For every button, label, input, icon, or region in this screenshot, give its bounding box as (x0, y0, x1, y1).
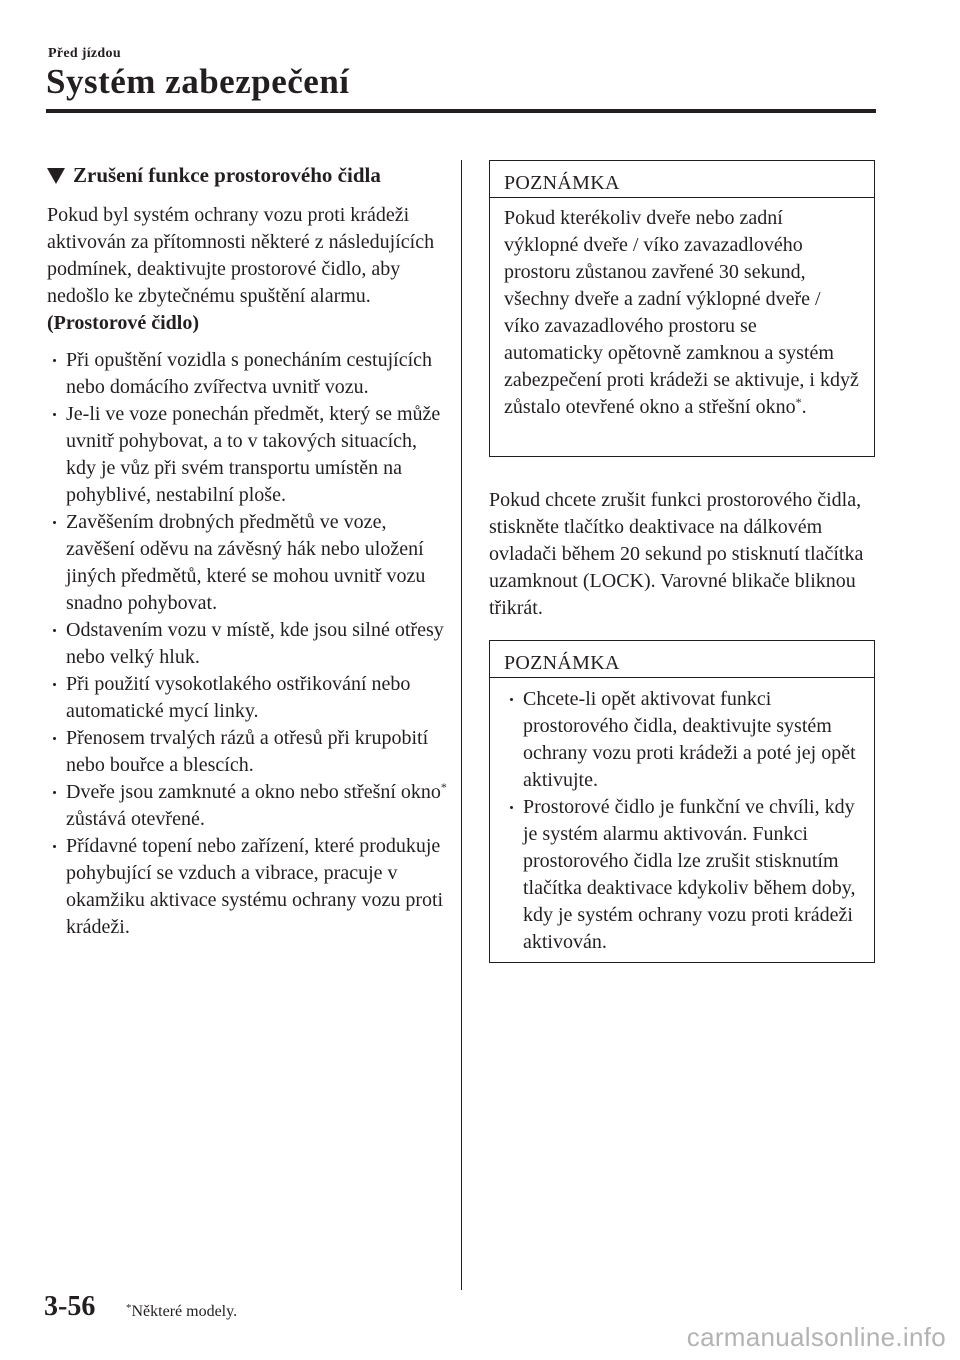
list-item-text: Přenosem trvalých rázů a otřesů při krupobití nebo bouřce a blescích. (66, 727, 429, 776)
page-number: 3-56 (44, 1291, 96, 1322)
note-body (490, 678, 874, 965)
list-item (504, 794, 860, 956)
list-item (47, 671, 447, 725)
list-item-text: Odstavením vozu v místě, kde jsou silné otřesy nebo velký hluk. (66, 619, 444, 668)
footnote (126, 1302, 237, 1321)
note-heading: POZNÁMKA (490, 641, 874, 678)
bullet-dot-icon (53, 683, 56, 686)
list-item (47, 347, 447, 401)
watermark: carmanualsonline.info (686, 1322, 946, 1352)
intro-paragraph: Pokud byl systém ochrany vozu proti krádeži aktivován za přítomnosti některé z následujících podmínek, deaktivujte prostorové čidlo, aby nedošlo ke zbytečnému spuštění alarmu. (47, 204, 435, 307)
list-item-text: Prostorové čidlo je funkční ve chvíli, kdy je systém alarmu aktivován. Funkci prostorového čidla lze zrušit stisknutím tlačítka deaktivace kdykoliv během doby, kdy je systém ochrany vozu proti krádeži aktivován. (523, 796, 856, 953)
list-item-text: Při použití vysokotlakého ostřikování nebo automatické mycí linky. (66, 673, 411, 722)
note-text: Pokud kterékoliv dveře nebo zadní výklopné dveře / víko zavazadlového prostoru zůstanou zavřené 30 sekund, všechny dveře a zadní výklopné dveře / víko zavazadlového prostoru se automaticky opětovně zamknou a systém zabezpečení proti krádeži se aktivuje, i když zůstalo otevřené okno a střešní okno (504, 207, 859, 418)
note-body (490, 198, 874, 430)
left-column (47, 160, 447, 941)
footnote-marker: * (795, 395, 802, 409)
footnote-text: Některé modely. (131, 1303, 238, 1320)
list-item-text: Přídavné topení nebo zařízení, které produkuje pohybující se vzduch a vibrace, pracuje v okamžiku aktivace systému ochrany vozu proti krádeži. (66, 835, 444, 938)
note-text-tail: . (801, 396, 807, 418)
list-item (47, 401, 447, 509)
subheading-text: Zrušení funkce prostorového čidla (73, 163, 381, 187)
footnote-marker: * (126, 1302, 132, 1314)
note-list (504, 686, 860, 956)
column-divider (461, 160, 462, 1290)
bullet-dot-icon (53, 629, 56, 632)
list-item-text: Chcete-li opět aktivovat funkci prostorového čidla, deaktivujte systém ochrany vozu proti krádeži a poté jej opět aktivujte. (523, 688, 856, 791)
bullet-dot-icon (510, 698, 513, 701)
list-item (47, 725, 447, 779)
list-item (47, 833, 447, 941)
title-rule (46, 109, 876, 113)
note-box-auto-relock (489, 160, 875, 457)
page-title: Systém zabezpečení (46, 62, 350, 101)
conditions-list (47, 347, 447, 941)
bullet-dot-icon (53, 791, 56, 794)
list-item-text-tail: zůstává otevřené. (66, 808, 205, 830)
list-item-text: Zavěšením drobných předmětů ve voze, zavěšení oděvu na závěsný hák nebo uložení jiných předmětů, které se mohou uvnitř vozu snadno pohybovat. (66, 511, 426, 614)
triangle-down-icon (47, 168, 65, 184)
sensor-label: (Prostorové čidlo) (47, 312, 200, 334)
bullet-dot-icon (53, 521, 56, 524)
section-kicker: Před jízdou (48, 46, 121, 61)
list-item-text: Dveře jsou zamknuté a okno nebo střešní okno (66, 781, 441, 803)
footnote-marker: * (440, 780, 447, 794)
note-box-reactivation (489, 640, 875, 963)
bullet-dot-icon (53, 845, 56, 848)
note-heading: POZNÁMKA (490, 161, 874, 198)
bullet-dot-icon (510, 806, 513, 809)
bullet-dot-icon (53, 413, 56, 416)
list-item (47, 779, 447, 833)
subheading (47, 160, 447, 190)
bullet-dot-icon (53, 359, 56, 362)
list-item (47, 509, 447, 617)
cancel-instructions-paragraph: Pokud chcete zrušit funkci prostorového čidla, stiskněte tlačítko deaktivace na dálkovém ovladači během 20 sekund po stisknutí tlačítka uzamknout (LOCK). Varovné blikače bliknou třikrát. (489, 489, 864, 619)
list-item-text: Je-li ve voze ponechán předmět, který se může uvnitř pohybovat, a to v takových situacích, kdy je vůz při svém transportu umístěn na pohyblivé, nestabilní ploše. (66, 403, 441, 506)
list-item-text: Při opuštění vozidla s ponecháním cestujících nebo domácího zvířectva uvnitř vozu. (66, 349, 433, 398)
list-item (504, 686, 860, 794)
list-item (47, 617, 447, 671)
bullet-dot-icon (53, 737, 56, 740)
